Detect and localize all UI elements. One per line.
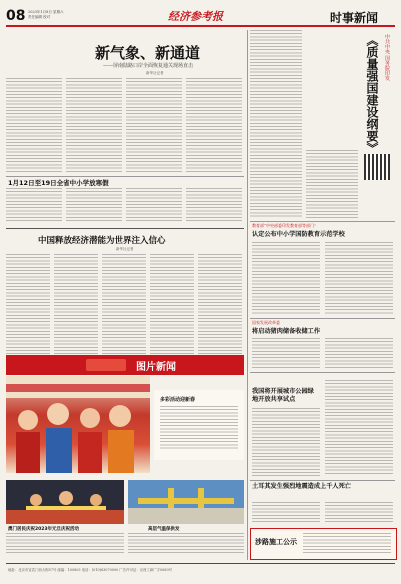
divider [250,480,395,481]
photo-inset-box [154,390,244,460]
article-a-col-2 [325,242,393,314]
vertical-title: 《质量强国建设纲要》 [365,34,379,154]
feature-body-col-3 [102,254,146,354]
strip-body-col-2 [66,188,122,222]
article-c-col-2 [325,380,393,476]
article-a-col-1 [252,242,320,314]
lead-body-col-1 [6,78,62,172]
strip-body-col-1 [6,188,62,222]
footer-text: 地址：北京市宣武门西大街57号 邮编：100803 电话：(010)63070000 广告许可证：京西工商广字0080号 [8,568,172,572]
photo-news-title: 图片新闻 [136,362,176,373]
caption-right-title: 高层气温保供发 [148,527,180,532]
masthead [0,0,401,30]
date-line: 2023年1月8日 星期六 [28,10,64,14]
article-d-headline: 土耳其发生强烈地震造成上千人死亡 [252,483,351,490]
ministry-intro: 教育部“中央部委印发教育部等部门” [252,223,317,228]
banner-ornament [86,359,126,371]
editor-line: 责任编辑 校对 [28,15,51,19]
page-number: 08 [6,8,26,24]
pipeline-illustration [128,480,244,524]
article-c-col-1 [252,408,320,476]
article-d-col-1 [252,502,320,524]
caption-right-body [128,533,244,555]
divider [250,318,395,319]
feature-byline: 新华社记者 [116,247,134,251]
notice-box-title: 涉路施工公示 [255,538,297,546]
divider [250,372,395,373]
top-right-article-col-1 [250,30,302,218]
paper-name: 经济参考报 [168,10,223,23]
top-right-article-col-2 [306,150,358,218]
performance-illustration [6,480,124,524]
lead-headline: 新气象、新通道 [95,44,201,62]
article-b-headline: 将启动猪肉储备收储工作 [252,328,321,335]
vertical-title-box [360,30,395,154]
article-b-col-1 [252,338,320,368]
article-d-col-2 [325,502,393,524]
feature-body-col-5 [198,254,242,354]
feature-body-col-2 [54,254,98,354]
lead-body-col-4 [186,78,242,172]
lead-body-col-3 [126,78,182,172]
main-photo [6,376,150,473]
lead-byline: 新华社记者 [146,71,164,75]
inset-title: 多彩活动迎新春 [160,397,196,403]
bottom-photo-left [6,480,124,524]
lead-body-col-2 [66,78,122,172]
divider [6,176,244,177]
feature-headline: 中国释放经济潜能为世界注入信心 [38,236,166,246]
caption-left-body [6,533,124,555]
article-b-col-2 [325,338,393,368]
strip-body-col-4 [186,188,242,222]
caption-left-title: 澳门居民庆祝2023年元旦庆祝活动 [8,527,80,532]
article-c-headline: 我国将开展城市公园绿地开放共享试点 [252,388,314,403]
photo-news-banner [6,355,244,375]
notice-box [250,528,397,560]
notice-box-text [303,533,391,555]
strip-body-col-3 [126,188,182,222]
right-col-divider [247,30,248,560]
children-illustration [6,376,150,473]
article-a-headline: 认定公布中小学国防教育示范学校 [252,231,345,238]
section-title: 时事新闻 [330,11,379,25]
vertical-title-sub: 中共中央 国务院印发 [384,34,390,81]
strip-headline: 1月12日至19日全省中小学放寒假 [8,179,109,187]
bottom-photo-right [128,480,244,524]
feature-body-col-4 [150,254,194,354]
inset-caption-text [160,406,238,450]
divider [6,228,244,229]
lead-subhead: ——屏南陆路口岸全面恢复通关现场直击 [103,63,194,69]
qr-code [364,154,390,180]
footer-rule [6,563,395,564]
article-b-kicker: 国家发展改革委 [252,320,280,325]
divider [250,221,395,222]
masthead-rule [6,25,395,27]
feature-body-col-1 [6,254,50,354]
